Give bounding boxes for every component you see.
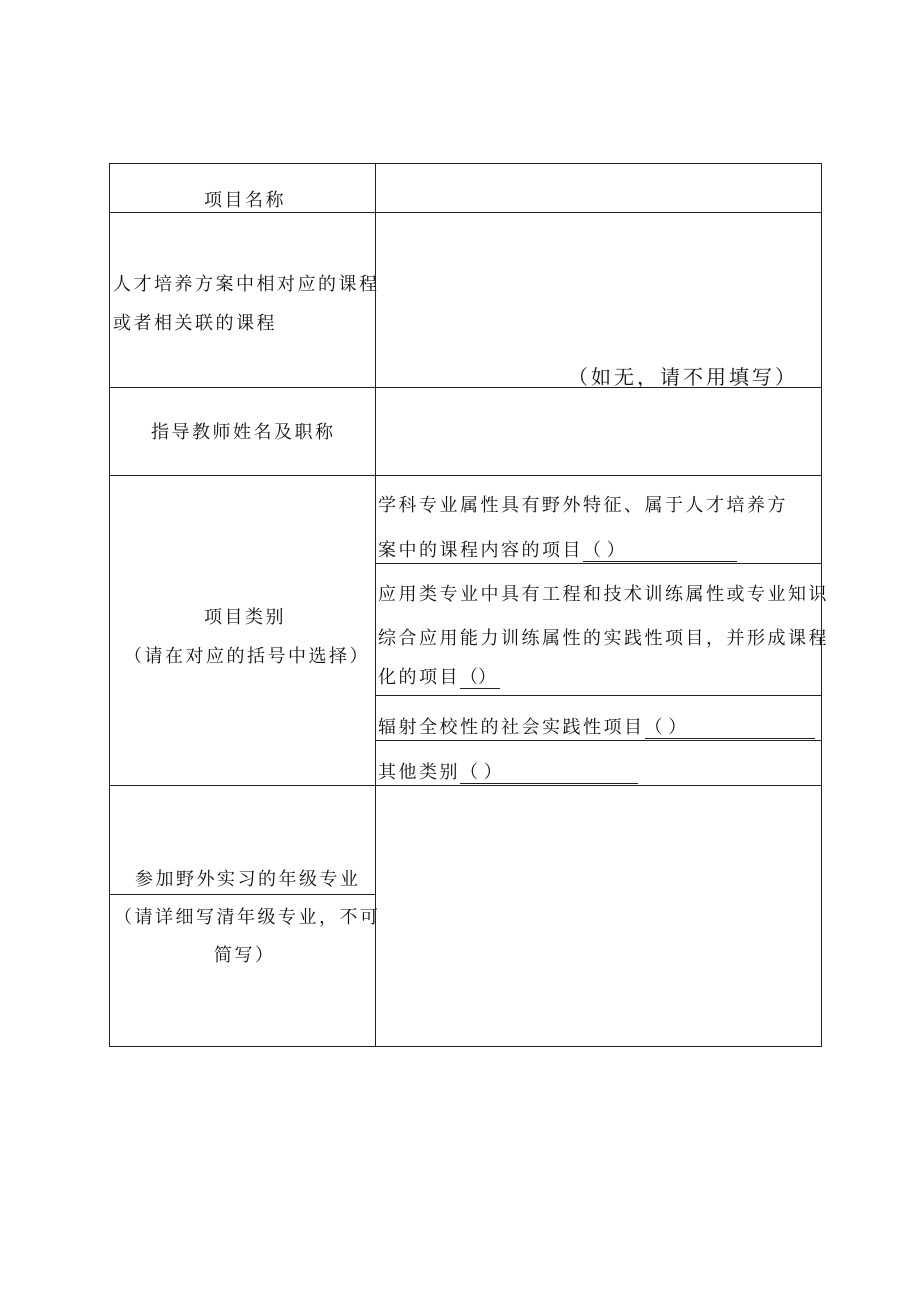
category-label-line2: （请在对应的括号中选择） [124, 646, 370, 667]
category-option-2-text: 化的项目 [378, 667, 460, 688]
category-option-4-text: 其他类别 [378, 762, 460, 783]
option-divider [375, 563, 821, 564]
grade-major-field[interactable] [376, 786, 821, 1046]
category-option-2-line2: 综合应用能力训练属性的实践性项目，并形成课程 [378, 628, 829, 649]
category-label-line1: 项目类别 [204, 607, 286, 628]
application-form-table [109, 163, 829, 1047]
category-option-3-text: 辐射全校性的社会实践性项目 [378, 717, 645, 738]
category-option-3-line [378, 717, 815, 739]
related-course-label-line2: 或者相关联的课程 [113, 313, 277, 334]
category-option-3-blank[interactable]: （ ） [645, 718, 815, 739]
category-option-2-line3 [378, 667, 500, 689]
category-option-1-line2 [378, 540, 737, 562]
option-divider [375, 695, 821, 696]
label-divider [110, 894, 375, 895]
advisor-label: 指导教师姓名及职称 [151, 422, 336, 443]
category-option-1-line1: 学科专业属性具有野外特征、属于人才培养方 [378, 495, 788, 516]
category-option-2-blank[interactable]: （） [460, 668, 500, 689]
grade-major-note-line2: 简写） [214, 945, 276, 966]
category-option-1-blank[interactable]: （ ） [583, 541, 737, 562]
project-name-label: 项目名称 [204, 190, 286, 211]
category-option-4-line [378, 762, 638, 784]
category-option-2-line1: 应用类专业中具有工程和技术训练属性或专业知识 [378, 584, 829, 605]
row-divider [110, 475, 821, 476]
related-course-hint: （如无，请不用填写） [568, 365, 798, 389]
project-name-field[interactable] [376, 164, 821, 212]
option-divider [375, 740, 821, 741]
grade-major-note-line1: （请详细写清年级专业，不可 [114, 907, 381, 928]
grade-major-label: 参加野外实习的年级专业 [135, 869, 361, 890]
category-option-4-blank[interactable]: （ ） [460, 763, 638, 784]
related-course-label-line1: 人才培养方案中相对应的课程 [113, 274, 380, 295]
advisor-field[interactable] [376, 388, 821, 475]
category-option-1-text: 案中的课程内容的项目 [378, 540, 583, 561]
